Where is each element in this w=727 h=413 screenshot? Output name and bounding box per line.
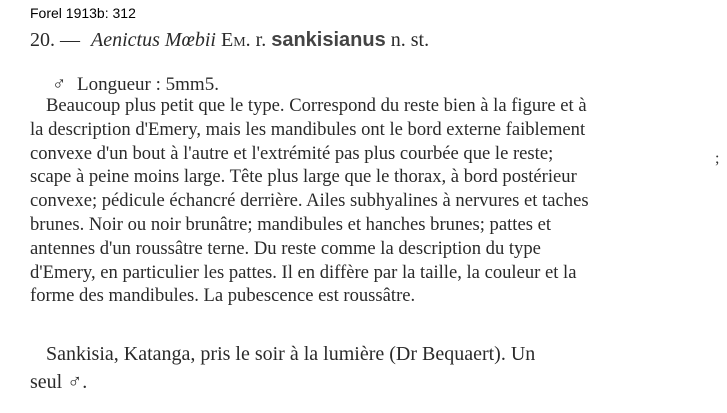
- rank-label: r.: [255, 29, 267, 51]
- description-line: d'Emery, en particulier les pattes. Il en diffère par la taille, la couleur et la: [30, 261, 577, 283]
- entry-number: 20. —: [30, 29, 80, 51]
- author-name: Em.: [220, 29, 251, 51]
- species-heading: [30, 27, 429, 53]
- description-line: brunes. Noir ou noir brunâtre; mandibules et hanches brunes; pattes et: [30, 213, 551, 235]
- genus-species-name: Aenictus Mœbii: [91, 29, 216, 51]
- description-line: la description d'Emery, mais les mandibules ont le bord externe faiblement: [30, 118, 586, 140]
- locality-line: Sankisia, Katanga, pris le soir à la lumière (Dr Bequaert). Un: [46, 343, 536, 365]
- length-line: [52, 74, 219, 96]
- description-line: antennes d'un roussâtre terne. Du reste comme la description du type: [30, 237, 541, 259]
- locality-paragraph: [30, 340, 720, 396]
- citation-label: Forel 1913b: 312: [30, 5, 136, 21]
- description-line: Beaucoup plus petit que le type. Correspond du reste bien à la figure et à: [46, 95, 587, 116]
- description-line: forme des mandibules. La pubescence est roussâtre.: [30, 285, 416, 307]
- description-line: scape à peine moins large. Tête plus large que le thorax, à bord postérieur: [30, 166, 577, 188]
- description-paragraph: [30, 94, 720, 308]
- description-line: convexe; pédicule échancré derrière. Ailes subhyalines à nervures et taches: [30, 190, 589, 212]
- margin-mark: ;: [715, 150, 720, 167]
- length-text: Longueur : 5mm5.: [77, 74, 219, 95]
- locality-line: seul ♂.: [30, 371, 88, 393]
- subspecies-name: sankisianus: [271, 29, 386, 51]
- description-line: convexe d'un bout à l'autre et l'extrémité pas plus courbée que le reste;: [30, 142, 554, 164]
- status-label: n. st.: [390, 29, 430, 51]
- male-symbol-icon: ♂: [52, 74, 67, 95]
